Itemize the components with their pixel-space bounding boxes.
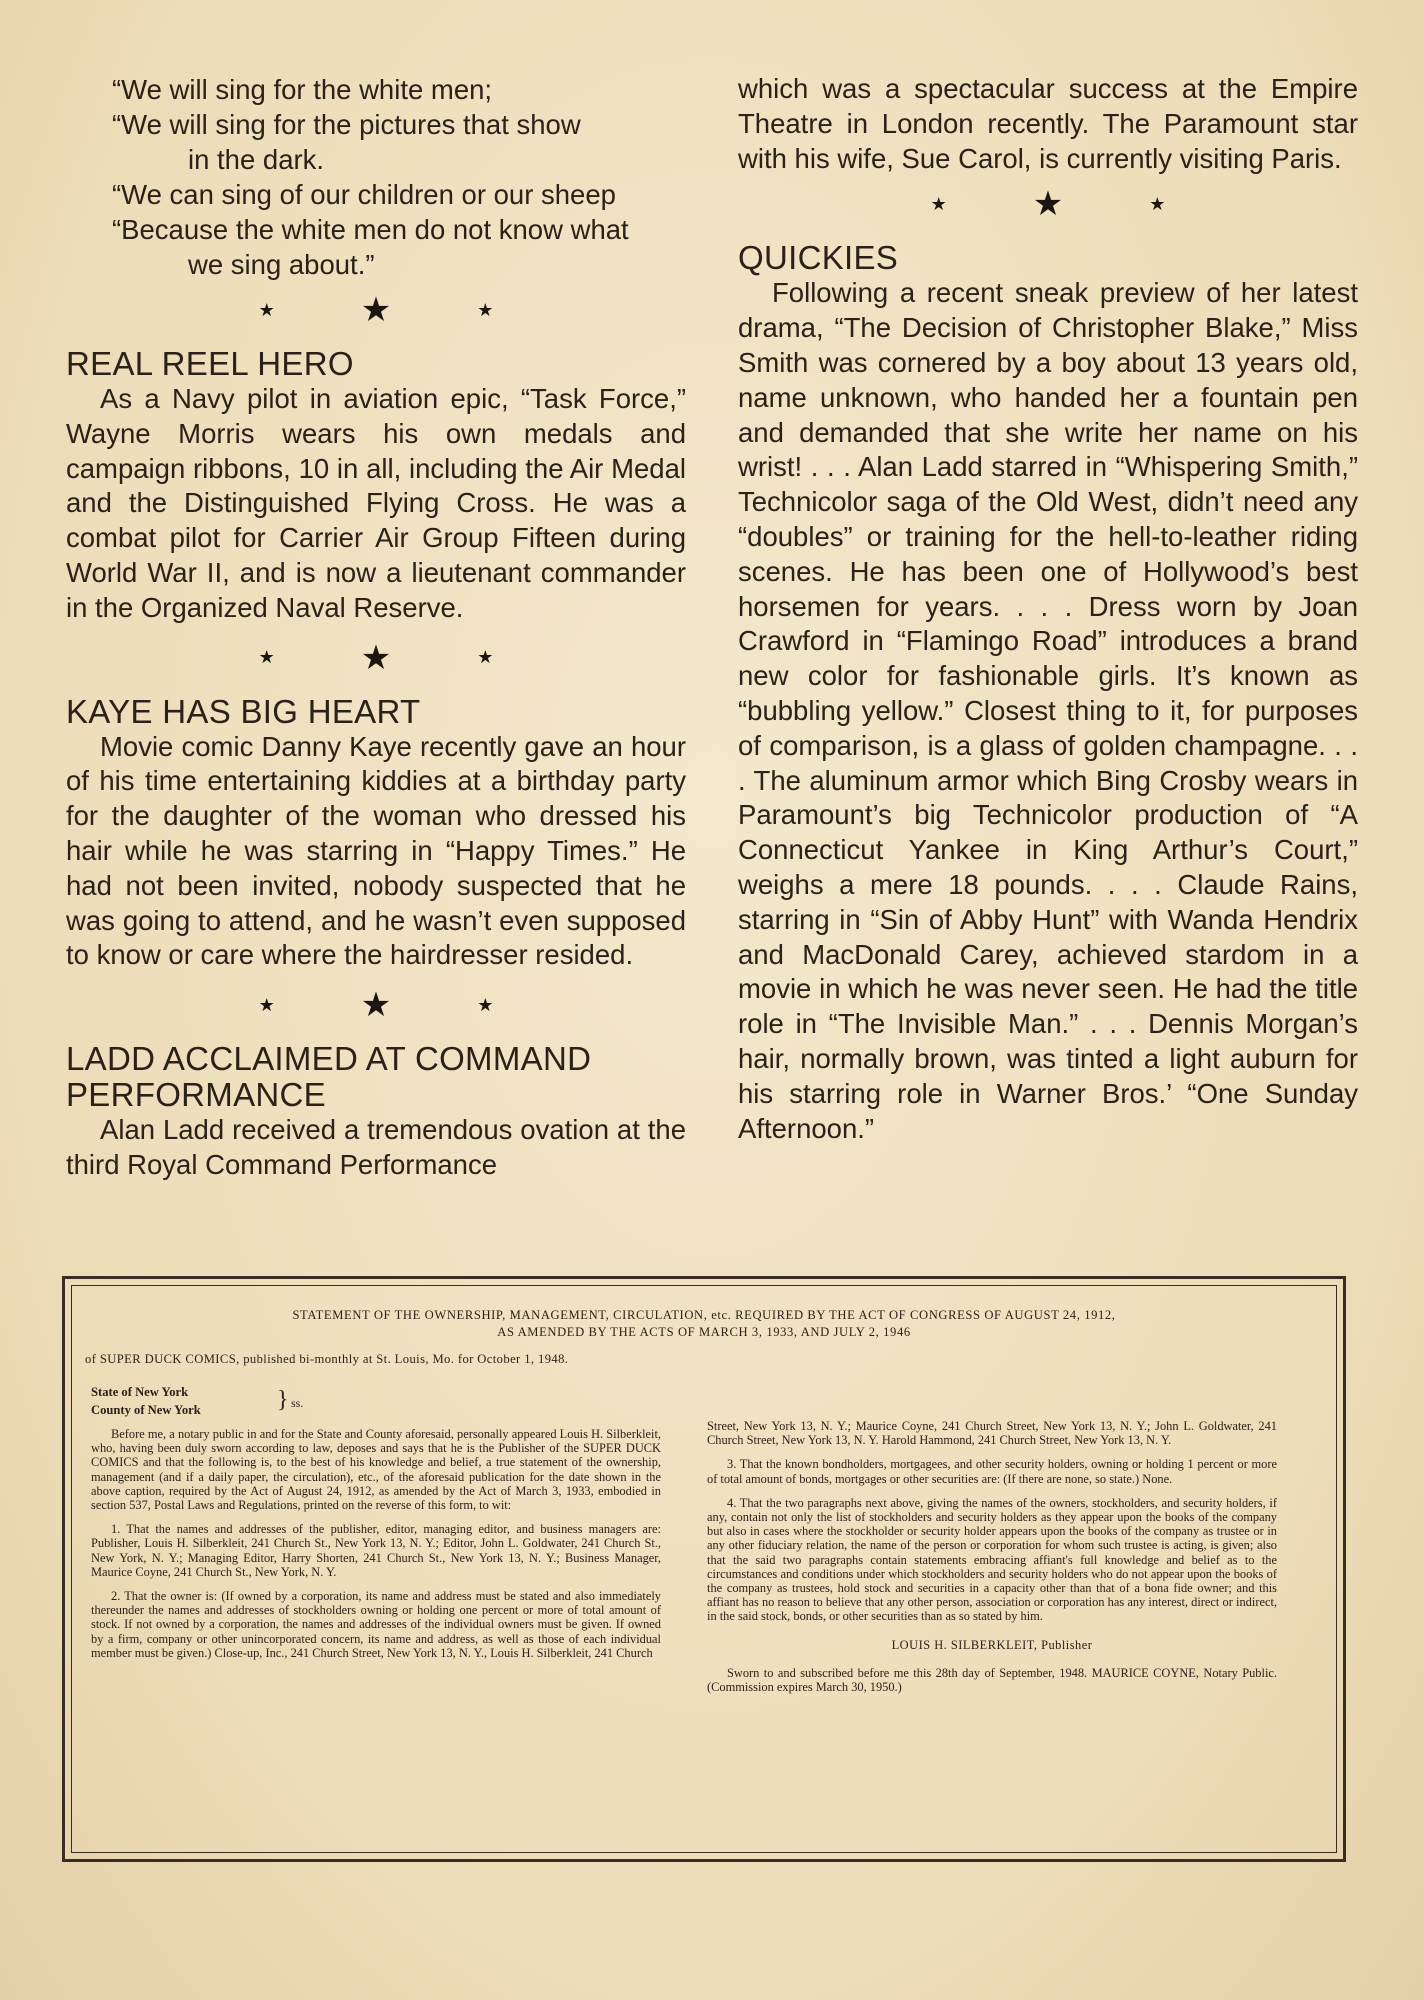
star-icon: ★: [360, 987, 392, 1025]
article-text: Following a recent sneak preview of her latest drama, “The Decision of Christopher Blake,” Miss Smith was cornered by a boy about 13 years old, name unknown, who handed her a fountain pen and demanded that she write her name on his wrist! . . . Alan Ladd starred in “Whispering Smith,” Technicolor saga of the Old West, didn’t need any “doubles” or training for the hell-to-leather riding scenes. He has been one of Hollywood’s best horsemen for years. . . . Dress worn by Joan Crawford in “Flamingo Road” introduces a brand new color for fashionable girls. It’s known as “bubbling yellow.” Closest thing to it, for purposes of comparison, is a glass of golden champagne. . . . The aluminum armor which Bing Crosby wears in Paramount’s big Technicolor production of “A Connecticut Yankee in King Arthur’s Court,” weighs a mere 18 pounds. . . . Claude Rains, starring in “Sin of Abby Hunt” with Wanda Hendrix and MacDonald Carey, achieved stardom in a movie in which he was never seen. He had the title role in “The Invisible Man.” . . . Dennis Morgan’s hair, normally brown, was tinted a light auburn for his starring role in Warner Bros.’ “One Sunday Afternoon.”: [738, 277, 1358, 1144]
article-text: Alan Ladd received a tremendous ovation at the third Royal Command Performance: [66, 1114, 686, 1180]
statement-signature: LOUIS H. SILBERKLEIT, Publisher: [891, 1637, 1093, 1652]
statement-ss: ss.: [291, 1396, 304, 1410]
star-icon: ★: [258, 994, 275, 1015]
star-icon: ★: [258, 299, 275, 320]
poem: [112, 72, 686, 282]
star-divider: [66, 638, 686, 680]
star-icon: ★: [360, 639, 392, 677]
statement-county: County of New York: [91, 1403, 201, 1417]
statement-right-column: [707, 1419, 1277, 1704]
article-text: which was a spectacular success at the Empire Theatre in London recently. The Paramount star with his wife, Sue Carol, is currently visiting Paris.: [738, 73, 1358, 174]
statement-paragraph: Street, New York 13, N. Y.; Maurice Coyne, 241 Church Street, New York 13, N. Y.; John L. Goldwater, 241 Church Street, New York 13, N. Y. Harold Hammond, 241 Church Street, New York 13, N. Y.: [707, 1419, 1277, 1448]
poem-line: “Because the white men do not know what: [112, 214, 629, 245]
star-divider: [66, 985, 686, 1027]
statement-state: State of New York: [91, 1385, 189, 1399]
star-icon: ★: [360, 292, 392, 329]
statement-paragraph: Before me, a notary public in and for the State and County aforesaid, personally appeared Louis H. Silberkleit, who, having been duly sworn according to law, deposes and says that he is the Publisher of the SUPER DUCK COMICS and that the following is, to the best of his knowledge and belief, a true statement of the ownership, management (and if a daily paper, the circulation), etc., of the aforesaid publication for the date shown in the above caption, required by the Act of August 24, 1912, as amended by the Act of March 3, 1933, embodied in section 537, Postal Laws and Regulations, printed on the reverse of this form, to wit:: [91, 1427, 661, 1513]
left-column: [66, 72, 686, 1183]
star-icon: ★: [1149, 193, 1166, 214]
section-heading: REAL REEL HERO: [66, 345, 354, 382]
star-icon: ★: [930, 193, 947, 214]
statement-title-line: STATEMENT OF THE OWNERSHIP, MANAGEMENT, CIRCULATION, etc. REQUIRED BY THE ACT OF CONGRESS OF AUGUST 24, 1912,: [292, 1308, 1116, 1322]
right-column: [738, 72, 1358, 1146]
poem-line: we sing about.”: [188, 249, 375, 280]
poem-line: “We will sing for the white men;: [112, 74, 493, 105]
article-text: Movie comic Danny Kaye recently gave an hour of his time entertaining kiddies at a birthday party for the daughter of the woman who dressed his hair while he was starring in “Happy Times.” He had not been invited, nobody suspected that he was going to attend, and he wasn’t even supposed to know or care where the hairdresser resided.: [66, 730, 686, 971]
ownership-statement: [62, 1276, 1346, 1862]
poem-line: in the dark.: [188, 144, 325, 175]
statement-venue: [91, 1383, 201, 1419]
statement-title: [91, 1307, 1317, 1341]
brace-icon: }: [277, 1387, 289, 1413]
statement-paragraph: 3. That the known bondholders, mortgagees, and other security holders, owning or holding 1 percent or more of total amount of bonds, mortgages or other securities are: (If there are none, so state.) None.: [707, 1457, 1277, 1486]
statement-paragraph: 1. That the names and addresses of the publisher, editor, managing editor, and business managers are: Publisher, Louis H. Silberkleit, 241 Church St., New York 13, N. Y.; Editor, John L. Goldwater, 241 Church St., New York, N. Y.; Managing Editor, Harry Shorten, 241 Church St., New York 13, N. Y.; Business Manager, Maurice Coyne, 241 Church St., New York, N. Y.: [91, 1522, 661, 1579]
article-text: As a Navy pilot in aviation epic, “Task Force,” Wayne Morris wears his own medals and campaign ribbons, 10 in all, including the Air Medal and the Distinguished Flying Cross. He was a combat pilot for Carrier Air Group Fifteen during World War II, and is now a lieutenant commander in the Organized Naval Reserve.: [66, 383, 686, 623]
statement-publication-line: of SUPER DUCK COMICS, published bi-monthly at St. Louis, Mo. for October 1, 1948.: [85, 1352, 569, 1366]
statement-left-column: [91, 1427, 661, 1670]
star-icon: ★: [477, 647, 494, 668]
star-icon: ★: [1032, 186, 1064, 224]
star-icon: ★: [258, 647, 275, 668]
statement-paragraph: 4. That the two paragraphs next above, giving the names of the owners, stockholders, and security holders, if any, contain not only the list of stockholders and security holders as they appear upon the books of the company but also in cases where the stockholder or security holder appears upon the books of the company as trustee or in any other fiduciary relation, the name of the person or corporation for whom such trustee is acting, is given; also that the said two paragraphs contain statements embracing affiant's full knowledge and belief as to the circumstances and conditions under which stockholders and security holders who do not appear upon the books of the company as trustees, hold stock and securities in a capacity other than that of a bona fide owner; and this affiant has no reason to believe that any other person, association or corporation has any interest, direct or indirect, in the said stock, bonds, or other securities than as so stated by him.: [707, 1495, 1277, 1624]
star-divider: [738, 184, 1358, 226]
section-heading: LADD ACCLAIMED AT COMMAND PERFORMANCE: [66, 1040, 592, 1114]
section-heading: QUICKIES: [738, 239, 899, 277]
statement-sworn: Sworn to and subscribed before me this 28th day of September, 1948. MAURICE COYNE, Notary Public. (Commission expires March 30, 1950.): [707, 1665, 1277, 1695]
star-icon: ★: [477, 299, 494, 320]
section-heading: KAYE HAS BIG HEART: [66, 692, 421, 730]
star-icon: ★: [477, 994, 494, 1015]
poem-line: “We can sing of our children or our sheep: [112, 179, 616, 210]
poem-line: “We will sing for the pictures that show: [112, 109, 581, 140]
star-divider: [66, 290, 686, 332]
statement-paragraph: 2. That the owner is: (If owned by a corporation, its name and address must be stated and also immediately thereunder the names and addresses of stockholders owning or holding one percent or more of total amount of stock. If not owned by a corporation, the names and addresses of the individual owners must be given. If owned by a firm, company or other unincorporated concern, its name and address, as well as those of each individual member must be given.) Close-up, Inc., 241 Church Street, New York 13, N. Y., Louis H. Silberkleit, 241 Church: [91, 1589, 661, 1660]
statement-title-line: AS AMENDED BY THE ACTS OF MARCH 3, 1933, AND JULY 2, 1946: [497, 1325, 911, 1339]
